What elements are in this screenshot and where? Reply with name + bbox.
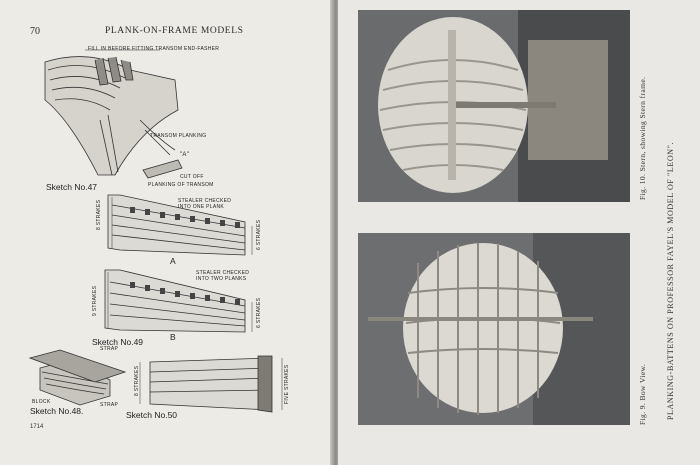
bow-model-image xyxy=(358,233,630,425)
caption-sketch-49: Sketch No.49 xyxy=(92,337,144,347)
label-strakes-b-right: 6 STRAKES xyxy=(256,297,262,328)
label-strakes-a-left: 8 STRAKES xyxy=(96,199,102,230)
photo-fig10-stern xyxy=(358,10,630,202)
label-strakes-b-left: 9 STRAKES xyxy=(92,285,98,316)
label-transom-planking: TRANSOM PLANKING xyxy=(150,133,207,139)
label-planking-of-transom: PLANKING OF TRANSOM xyxy=(148,182,214,188)
label-a-mark: "A" xyxy=(180,152,190,158)
caption-sketch-47: Sketch No.47 xyxy=(46,182,98,192)
stern-model-image xyxy=(358,10,630,202)
label-stealer-one-plank: STEALER CHECKED INTO ONE PLANK xyxy=(178,198,232,210)
label-stealer-two-planks: STEALER CHECKED INTO TWO PLANKS xyxy=(196,270,250,282)
caption-a: A xyxy=(170,256,176,266)
label-block: BLOCK xyxy=(32,399,51,405)
label-strakes-c-left: 8 STRAKES xyxy=(134,365,140,396)
caption-sketch-50: Sketch No.50 xyxy=(126,410,178,420)
label-strap-bottom: STRAP xyxy=(100,402,119,408)
photo-fig9-bow xyxy=(358,233,630,425)
label-fill-in: FILL IN BEFORE FITTING TRANSOM END-FASHER xyxy=(88,46,220,52)
side-title: PLANKING-BATTENS ON PROFESSOR FAYEL'S MODEL OF "LEON". xyxy=(666,141,675,420)
caption-b: B xyxy=(170,332,176,342)
caption-fig9: Fig. 9. Bow View. xyxy=(638,363,647,425)
label-strakes-a-right: 6 STRAKES xyxy=(256,219,262,250)
right-page xyxy=(338,0,700,465)
caption-fig10: Fig. 10. Stern, showing Stern frame. xyxy=(638,76,647,200)
caption-sketch-48: Sketch No.48. xyxy=(30,406,84,416)
footer-code: 1714 xyxy=(30,424,44,430)
page-number: 70 xyxy=(30,26,40,37)
left-page xyxy=(0,0,334,465)
label-cut-off: CUT OFF xyxy=(180,174,204,180)
label-strakes-c-right: FIVE STRAKES xyxy=(284,364,290,404)
label-strap-top: STRAP xyxy=(100,346,119,352)
running-head: PLANK-ON-FRAME MODELS xyxy=(105,26,244,36)
